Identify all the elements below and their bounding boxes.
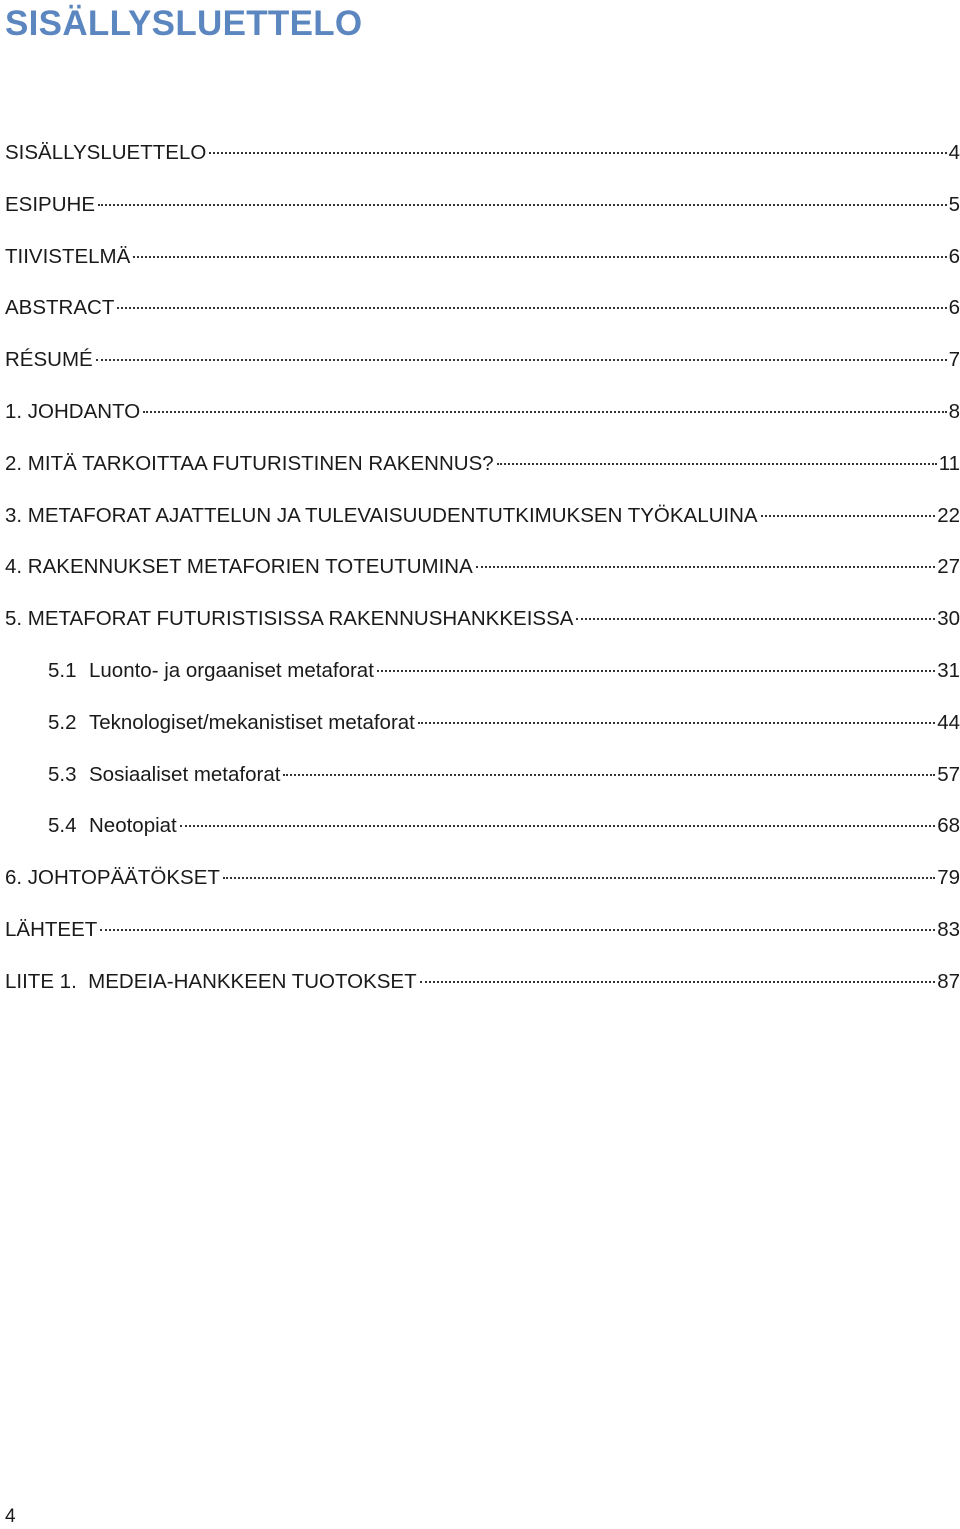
toc-entry-page: 4 xyxy=(948,141,960,164)
dot-leader xyxy=(420,981,936,983)
toc-entry-abstract[interactable] xyxy=(5,291,960,343)
dot-leader xyxy=(143,411,946,413)
toc-entry-esipuhe[interactable] xyxy=(5,188,960,240)
toc-entry-label: ESIPUHE xyxy=(5,192,95,216)
toc-entry-label: 4. RAKENNUKSET METAFORIEN TOTEUTUMINA xyxy=(5,555,473,579)
toc-entry-tiivistelma[interactable] xyxy=(5,240,960,292)
toc-entry-page: 27 xyxy=(937,555,960,579)
toc-entry-page: 5 xyxy=(948,192,960,216)
toc-entry-page: 57 xyxy=(937,762,960,786)
dot-leader xyxy=(377,670,935,672)
toc-entry-page: 79 xyxy=(937,866,960,890)
dot-leader xyxy=(98,204,947,206)
dot-leader xyxy=(223,877,935,879)
toc-entry-page: 87 xyxy=(937,969,960,993)
dot-leader xyxy=(418,722,935,724)
toc-entry-page: 68 xyxy=(937,814,960,838)
dot-leader xyxy=(497,463,937,465)
dot-leader xyxy=(283,774,935,776)
toc-entry-chapter-6[interactable] xyxy=(5,861,960,913)
toc-entry-number: 5.3 xyxy=(48,762,77,786)
toc-entry-label: 3. METAFORAT AJATTELUN JA TULEVAISUUDENTUTKIMUKSEN TYÖKALUINA xyxy=(5,503,758,527)
toc-entry-section-5-2[interactable] xyxy=(5,706,960,758)
toc-entry-chapter-4[interactable] xyxy=(5,550,960,602)
toc-entry-label: SISÄLLYSLUETTELO xyxy=(5,141,207,164)
toc-entry-lahteet[interactable] xyxy=(5,913,960,965)
toc-entry-chapter-5[interactable] xyxy=(5,602,960,654)
toc-entry-label: 1. JOHDANTO xyxy=(5,399,141,423)
toc-entry-page: 6 xyxy=(948,296,960,320)
page-number: 4 xyxy=(5,1506,16,1527)
toc-entry-label: TIIVISTELMÄ xyxy=(5,244,131,268)
dot-leader xyxy=(180,825,935,827)
toc-entry-label: Sosiaaliset metaforat xyxy=(89,762,281,786)
dot-leader xyxy=(100,929,935,931)
toc-entry-label: Luonto- ja orgaaniset metaforat xyxy=(89,658,374,682)
toc-entry-label: Neotopiat xyxy=(89,814,177,838)
toc-entry-label: Teknologiset/mekanistiset metaforat xyxy=(89,710,415,734)
toc-entry-chapter-3[interactable] xyxy=(5,499,960,551)
toc-entry-johdanto[interactable] xyxy=(5,395,960,447)
dot-leader xyxy=(576,618,935,620)
dot-leader xyxy=(133,256,946,258)
toc-entry-number: 5.2 xyxy=(48,710,77,734)
page-title: SISÄLLYSLUETTELO xyxy=(5,4,363,43)
toc-entry-section-5-3[interactable] xyxy=(5,758,960,810)
toc-entry-liite-1[interactable] xyxy=(5,965,960,1017)
toc-entry-label: LIITE 1. MEDEIA-HANKKEEN TUOTOKSET xyxy=(5,969,417,993)
toc-entry-label: 6. JOHTOPÄÄTÖKSET xyxy=(5,866,220,890)
toc-entry-number: 5.1 xyxy=(48,658,77,682)
toc-entry-page: 6 xyxy=(948,244,960,268)
toc-entry-label: LÄHTEET xyxy=(5,917,98,941)
toc-entry-page: 11 xyxy=(938,451,960,475)
dot-leader xyxy=(761,515,936,517)
toc-entry-label: 5. METAFORAT FUTURISTISISSA RAKENNUSHANKKEISSA xyxy=(5,607,574,631)
toc-entry-chapter-2[interactable] xyxy=(5,447,960,499)
toc-entry-number: 5.4 xyxy=(48,814,77,838)
dot-leader xyxy=(117,307,946,309)
toc-entry-page: 44 xyxy=(937,710,960,734)
toc-entry-page: 30 xyxy=(937,607,960,631)
toc-entry-sisallysluettelo[interactable] xyxy=(5,136,960,188)
toc-entry-label: 2. MITÄ TARKOITTAA FUTURISTINEN RAKENNUS? xyxy=(5,451,494,475)
toc-entry-section-5-1[interactable] xyxy=(5,654,960,706)
toc-entry-label: ABSTRACT xyxy=(5,296,115,320)
dot-leader xyxy=(209,152,946,154)
toc-entry-page: 7 xyxy=(948,348,960,372)
toc-entry-page: 31 xyxy=(937,658,960,682)
dot-leader xyxy=(96,359,947,361)
table-of-contents xyxy=(5,136,960,1017)
toc-entry-page: 83 xyxy=(937,917,960,941)
toc-entry-page: 22 xyxy=(937,503,960,527)
toc-entry-label: RÉSUMÉ xyxy=(5,348,93,372)
toc-entry-resume[interactable] xyxy=(5,343,960,395)
dot-leader xyxy=(476,566,935,568)
toc-entry-page: 8 xyxy=(948,399,960,423)
toc-entry-section-5-4[interactable] xyxy=(5,809,960,861)
